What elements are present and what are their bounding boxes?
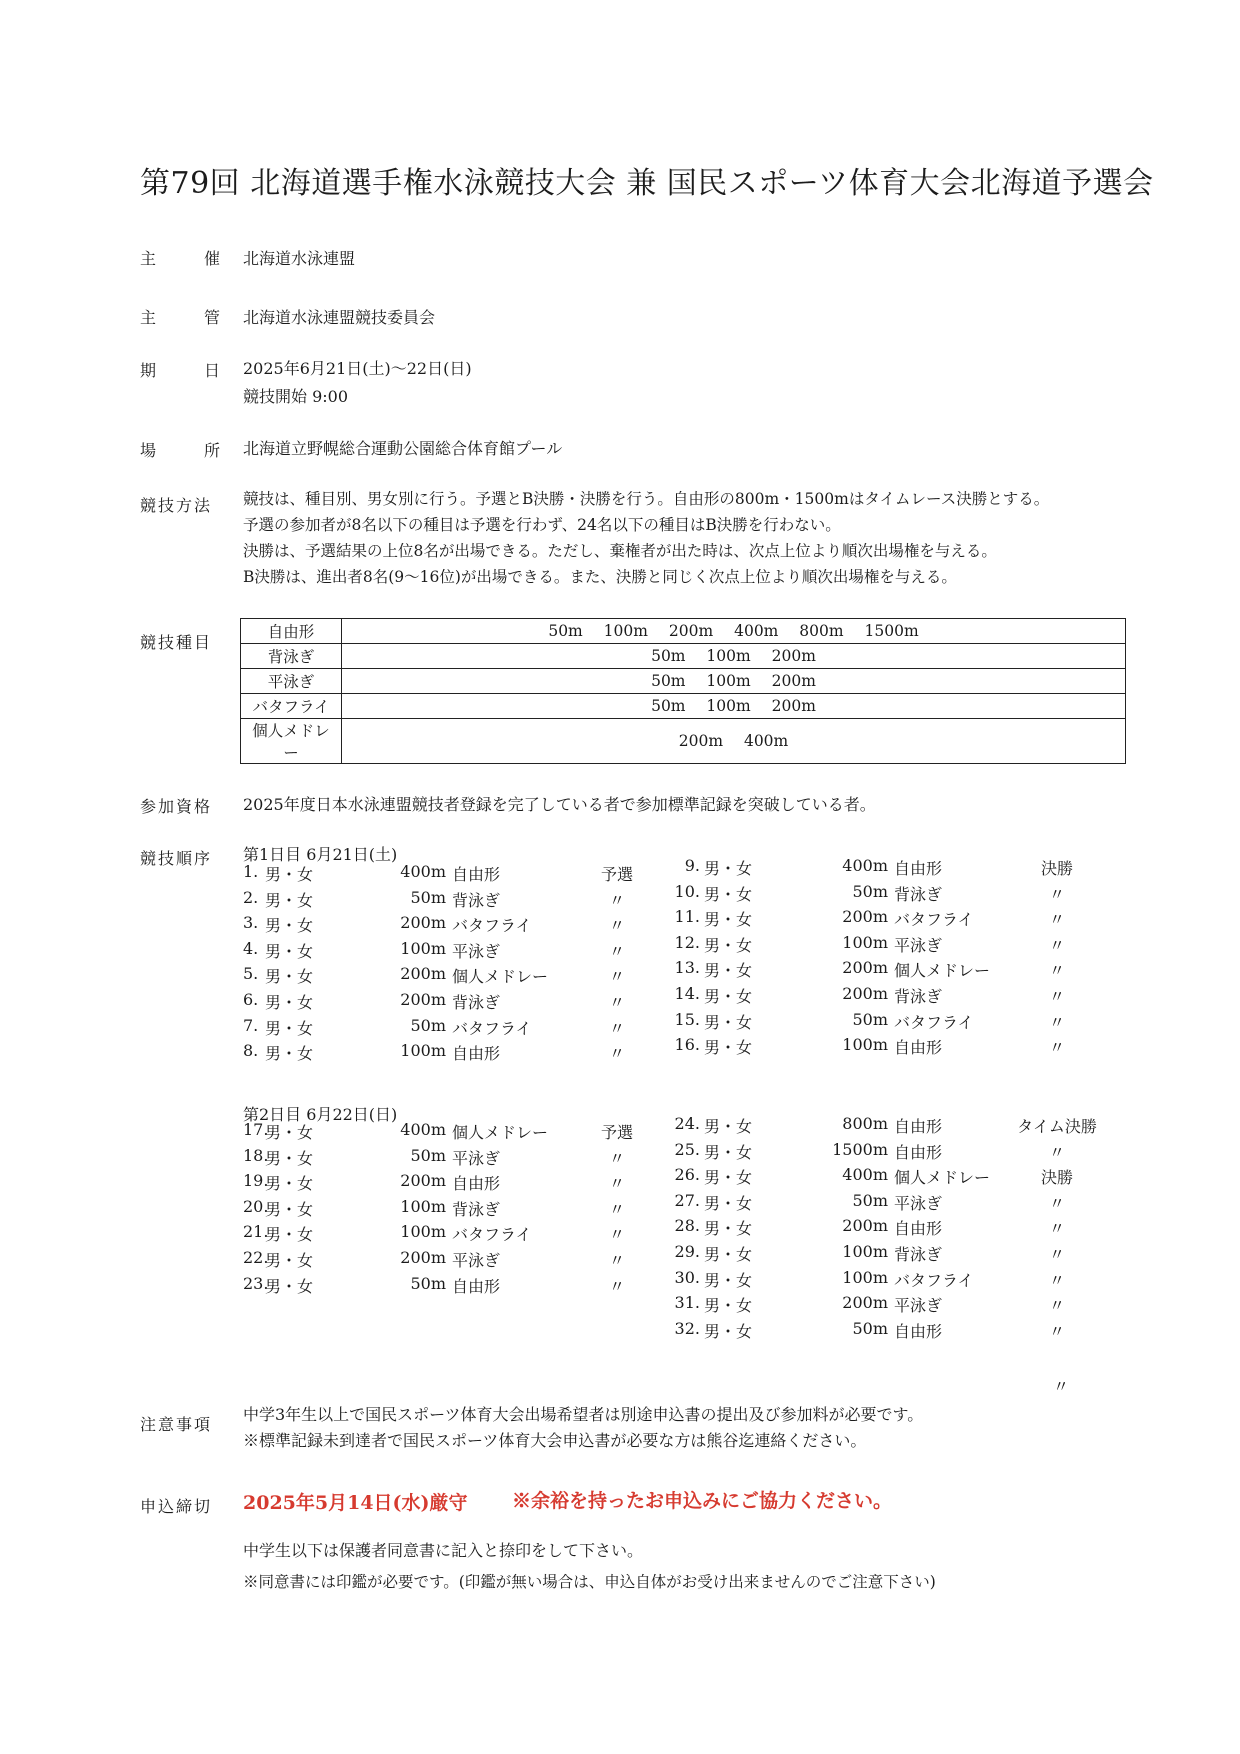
table-row xyxy=(241,669,1126,694)
deadline-date: 2025年5月14日(水)厳守 xyxy=(243,1492,468,1514)
order-type: 〃 xyxy=(608,916,626,936)
order-sex: 男・女 xyxy=(704,1296,753,1316)
venue-value: 北海道立野幌総合運動公園総合体育館プール xyxy=(243,439,563,458)
order-row xyxy=(0,933,1240,959)
order-stroke: 自由形 xyxy=(894,1219,943,1239)
order-row xyxy=(0,1191,1240,1217)
order-type: 〃 xyxy=(1048,987,1066,1006)
order-type: 〃 xyxy=(608,993,626,1012)
order-sex: 男・女 xyxy=(265,1225,314,1245)
order-sex: 男・女 xyxy=(704,1270,753,1290)
order-sex: 男・女 xyxy=(704,987,753,1006)
notes-line: ※標準記録未到達者で国民スポーツ体育大会申込書が必要な方は熊谷迄連絡ください。 xyxy=(243,1431,867,1450)
table-row xyxy=(241,644,1126,669)
order-distance: 200m xyxy=(400,1171,446,1191)
table-row xyxy=(241,619,1126,644)
order-row xyxy=(0,958,1240,984)
order-sex: 男・女 xyxy=(704,935,753,955)
order-type: 〃 xyxy=(1048,1142,1066,1162)
order-row xyxy=(0,1114,1240,1140)
order-stroke: 個人メドレー xyxy=(894,1168,991,1188)
order-number: 12. xyxy=(674,932,700,952)
order-sex: 男・女 xyxy=(265,1174,314,1194)
order-stroke: 背泳ぎ xyxy=(894,884,943,904)
events-table xyxy=(240,618,1126,764)
order-type: 〃 xyxy=(1048,884,1066,904)
order-stroke: 自由形 xyxy=(452,1174,501,1194)
order-distance: 50m xyxy=(410,1273,446,1293)
order-distance: 100m xyxy=(842,1242,888,1261)
order-stroke: 平泳ぎ xyxy=(452,1251,501,1270)
table-row xyxy=(241,694,1126,719)
order-stroke: 自由形 xyxy=(894,1038,943,1058)
order-number: 31. xyxy=(674,1293,700,1313)
date-label: 期 日 xyxy=(140,361,220,380)
order-stroke: 自由形 xyxy=(452,1044,501,1064)
order-stroke: 個人メドレー xyxy=(452,967,549,987)
order-stroke: バタフライ xyxy=(894,1012,974,1032)
order-stroke: 平泳ぎ xyxy=(452,1148,501,1168)
order-number: 32. xyxy=(674,1318,700,1338)
order-sex: 男・女 xyxy=(265,1044,314,1064)
event-distances: 50m 100m 200m xyxy=(342,694,1126,719)
order-sex: 男・女 xyxy=(265,916,314,936)
order-distance: 800m xyxy=(842,1114,888,1133)
order-sex: 男・女 xyxy=(265,1276,314,1296)
order-label: 競技順序 xyxy=(140,849,213,868)
order-distance: 50m xyxy=(410,887,446,907)
order-number: 16. xyxy=(674,1035,700,1055)
order-sex: 男・女 xyxy=(265,941,314,961)
event-name: 背泳ぎ xyxy=(241,644,342,669)
order-distance: 400m xyxy=(400,1120,446,1139)
order-stroke: バタフライ xyxy=(452,1225,532,1245)
event-distances: 50m 100m 200m xyxy=(342,644,1126,669)
order-type: 決勝 xyxy=(1040,859,1074,878)
order-row xyxy=(0,1293,1240,1319)
order-sex: 男・女 xyxy=(704,1012,753,1032)
order-number: 26. xyxy=(674,1165,700,1185)
order-stroke: 平泳ぎ xyxy=(894,1296,943,1316)
order-stroke: 背泳ぎ xyxy=(894,987,943,1006)
order-type: 〃 xyxy=(1048,935,1066,955)
order-distance: 50m xyxy=(852,1009,888,1029)
order-type: 〃 xyxy=(608,1044,626,1064)
order-sex: 男・女 xyxy=(704,1321,753,1341)
order-sex: 男・女 xyxy=(265,1251,314,1270)
order-number: 4. xyxy=(243,938,259,958)
order-sex: 男・女 xyxy=(704,859,753,878)
order-stroke: バタフライ xyxy=(894,1270,974,1290)
order-sex: 男・女 xyxy=(704,961,753,981)
day1-heading: 第1日目 6月21日(土) xyxy=(243,845,398,864)
order-type: 〃 xyxy=(608,890,626,910)
order-distance: 50m xyxy=(852,1318,888,1338)
order-distance: 50m xyxy=(410,1145,446,1165)
order-distance: 200m xyxy=(842,984,888,1003)
order-sex: 男・女 xyxy=(265,865,314,884)
order-type: 〃 xyxy=(608,1148,626,1168)
order-stroke: 個人メドレー xyxy=(452,1123,549,1142)
order-row xyxy=(0,907,1240,933)
order-stroke: 自由形 xyxy=(894,1117,943,1136)
order-sex: 男・女 xyxy=(265,993,314,1012)
order-stroke: 平泳ぎ xyxy=(894,1193,943,1213)
event-name: 平泳ぎ xyxy=(241,669,342,694)
event-distances: 50m 100m 200m 400m 800m 1500m xyxy=(342,619,1126,644)
notes-line: 中学3年生以上で国民スポーツ体育大会出場希望者は別途申込書の提出及び参加料が必要です。 xyxy=(243,1405,924,1424)
event-distances: 200m 400m xyxy=(342,719,1126,764)
order-distance: 100m xyxy=(842,1267,888,1287)
order-sex: 男・女 xyxy=(704,1038,753,1058)
order-sex: 男・女 xyxy=(265,967,314,987)
order-number: 17. xyxy=(243,1120,269,1139)
order-distance: 200m xyxy=(400,990,446,1009)
deadline-note-guardian: 中学生以下は保護者同意書に記入と捺印をして下さい。 xyxy=(243,1541,644,1560)
order-type: 〃 xyxy=(1048,1270,1066,1290)
order-sex: 男・女 xyxy=(704,910,753,930)
order-type: 〃 xyxy=(608,1251,626,1270)
order-distance: 200m xyxy=(842,1293,888,1313)
order-stroke: バタフライ xyxy=(894,910,974,930)
order-number: 5. xyxy=(243,964,259,984)
order-stroke: 背泳ぎ xyxy=(452,1199,501,1219)
order-distance: 200m xyxy=(842,1216,888,1236)
events-label: 競技種目 xyxy=(140,633,213,652)
order-stroke: 背泳ぎ xyxy=(894,1245,943,1264)
order-number: 1. xyxy=(243,862,259,881)
order-row xyxy=(0,882,1240,908)
table-row xyxy=(241,719,1126,764)
order-distance: 400m xyxy=(842,1165,888,1185)
order-type: 〃 xyxy=(608,1225,626,1245)
order-distance: 200m xyxy=(400,964,446,984)
order-distance: 100m xyxy=(842,1035,888,1055)
order-distance: 50m xyxy=(410,1015,446,1035)
order-row xyxy=(0,1165,1240,1191)
order-number: 2. xyxy=(243,887,259,907)
order-stroke: 平泳ぎ xyxy=(452,941,501,961)
start-time: 競技開始 9:00 xyxy=(243,387,349,406)
event-name: バタフライ xyxy=(241,694,342,719)
order-type: 予選 xyxy=(600,1123,634,1142)
order-type: 決勝 xyxy=(1040,1168,1074,1188)
order-type: 〃 xyxy=(608,1018,626,1038)
day2-heading: 第2日目 6月22日(日) xyxy=(243,1105,398,1124)
order-sex: 男・女 xyxy=(265,1018,314,1038)
order-type: 〃 xyxy=(608,941,626,961)
manager-label: 主 管 xyxy=(140,308,220,327)
order-stroke: 自由形 xyxy=(894,859,943,878)
order-number: 14. xyxy=(674,984,700,1003)
order-stroke: 背泳ぎ xyxy=(452,993,501,1012)
order-row xyxy=(0,1319,1240,1345)
order-number: 3. xyxy=(243,913,259,933)
order-stroke: バタフライ xyxy=(452,916,532,936)
order-number: 24. xyxy=(674,1114,700,1133)
order-type: 〃 xyxy=(608,1199,626,1219)
venue-label: 場 所 xyxy=(140,441,220,460)
order-distance: 50m xyxy=(852,1190,888,1210)
order-distance: 100m xyxy=(400,1041,446,1061)
order-distance: 100m xyxy=(400,1222,446,1242)
order-sex: 男・女 xyxy=(704,1168,753,1188)
order-sex: 男・女 xyxy=(704,1193,753,1213)
order-type: 〃 xyxy=(1048,1321,1066,1341)
order-number: 28. xyxy=(674,1216,700,1236)
order-row xyxy=(0,984,1240,1010)
order-number: 23. xyxy=(243,1273,269,1293)
order-type: 〃 xyxy=(1048,1012,1066,1032)
order-type: 〃 xyxy=(1048,961,1066,981)
order-sex: 男・女 xyxy=(704,1245,753,1264)
order-sex: 男・女 xyxy=(704,1117,753,1136)
order-number: 18. xyxy=(243,1145,269,1165)
event-name: 個人メドレー xyxy=(241,719,342,764)
order-type: 〃 xyxy=(1048,1296,1066,1316)
order-distance: 200m xyxy=(842,958,888,978)
order-type: 〃 xyxy=(608,1174,626,1194)
order-type: 〃 xyxy=(1048,1193,1066,1213)
order-distance: 400m xyxy=(842,856,888,875)
order-number: 10. xyxy=(674,881,700,901)
order-stroke: 自由形 xyxy=(894,1142,943,1162)
order-sex: 男・女 xyxy=(265,890,314,910)
order-number: 19. xyxy=(243,1171,269,1191)
qualification-value: 2025年度日本水泳連盟競技者登録を完了している者で参加標準記録を突破している者。 xyxy=(243,795,876,814)
order-stroke: 個人メドレー xyxy=(894,961,991,981)
order-number: 29. xyxy=(674,1242,700,1261)
order-number: 13. xyxy=(674,958,700,978)
deadline-note-seal: ※同意書には印鑑が必要です。(印鑑が無い場合は、申込自体がお受け出来ませんのでご注意下さい) xyxy=(243,1573,936,1591)
order-number: 15. xyxy=(674,1009,700,1029)
page-title: 第79回 北海道選手権水泳競技大会 兼 国民スポーツ体育大会北海道予選会 xyxy=(140,166,1154,201)
order-stroke: 平泳ぎ xyxy=(894,935,943,955)
order-number: 22. xyxy=(243,1248,269,1267)
order-number: 27. xyxy=(674,1190,700,1210)
notes-label: 注意事項 xyxy=(140,1415,213,1434)
method-line: 決勝は、予選結果の上位8名が出場できる。ただし、棄権者が出た時は、次点上位より順次出場権を与える。 xyxy=(243,542,997,560)
order-type: 〃 xyxy=(1048,1219,1066,1239)
order-sex: 男・女 xyxy=(704,1142,753,1162)
order-type: 〃 xyxy=(1048,1245,1066,1264)
order-number: 6. xyxy=(243,990,259,1009)
order-row xyxy=(0,1035,1240,1061)
method-line: 競技は、種目別、男女別に行う。予選とB決勝・決勝を行う。自由形の800m・1500mはタイムレース決勝とする。 xyxy=(243,490,1050,508)
event-distances: 50m 100m 200m xyxy=(342,669,1126,694)
order-number: 30. xyxy=(674,1267,700,1287)
method-text xyxy=(243,486,1049,590)
order-distance: 100m xyxy=(842,932,888,952)
event-name: 自由形 xyxy=(241,619,342,644)
order-number: 20. xyxy=(243,1196,269,1216)
order-distance: 200m xyxy=(400,1248,446,1267)
order-number: 9. xyxy=(684,856,700,875)
order-row xyxy=(0,1242,1240,1268)
order-type: 予選 xyxy=(600,865,634,884)
method-line: 予選の参加者が8名以下の種目は予選を行わず、24名以下の種目はB決勝を行わない。 xyxy=(243,516,841,534)
order-type: 〃 xyxy=(608,1276,626,1296)
order-distance: 400m xyxy=(400,862,446,881)
order-stroke: バタフライ xyxy=(452,1018,532,1038)
order-number: 21. xyxy=(243,1222,269,1242)
deadline-label: 申込締切 xyxy=(140,1497,213,1516)
qualification-label: 参加資格 xyxy=(140,797,213,816)
order-sex: 男・女 xyxy=(265,1123,314,1142)
order-type: タイム決勝 xyxy=(1017,1117,1097,1136)
organizer-label: 主 催 xyxy=(140,249,220,268)
order-distance: 1500m xyxy=(832,1139,888,1159)
order-stroke: 自由形 xyxy=(452,865,501,884)
order-number: 25. xyxy=(674,1139,700,1159)
method-line: B決勝は、進出者8名(9〜16位)が出場できる。また、決勝と同じく次点上位より順次出場権を与える。 xyxy=(243,568,957,586)
order-sex: 男・女 xyxy=(265,1199,314,1219)
order-distance: 200m xyxy=(400,913,446,933)
manager-value: 北海道水泳連盟競技委員会 xyxy=(243,308,436,327)
trailing-ditto-mark: 〃 xyxy=(1053,1377,1070,1396)
order-distance: 200m xyxy=(842,907,888,927)
order-sex: 男・女 xyxy=(704,1219,753,1239)
method-label: 競技方法 xyxy=(140,496,213,515)
date-value: 2025年6月21日(土)〜22日(日) xyxy=(243,359,472,378)
order-distance: 100m xyxy=(400,1196,446,1216)
organizer-value: 北海道水泳連盟 xyxy=(243,249,356,268)
order-row xyxy=(0,856,1240,882)
order-row xyxy=(0,1010,1240,1036)
order-sex: 男・女 xyxy=(704,884,753,904)
order-type: 〃 xyxy=(1048,1038,1066,1058)
order-number: 7. xyxy=(243,1015,259,1035)
order-distance: 50m xyxy=(852,881,888,901)
order-number: 11. xyxy=(674,907,700,927)
order-row xyxy=(0,1140,1240,1166)
order-number: 8. xyxy=(243,1041,259,1061)
order-stroke: 自由形 xyxy=(894,1321,943,1341)
order-stroke: 背泳ぎ xyxy=(452,890,501,910)
order-stroke: 自由形 xyxy=(452,1276,501,1296)
order-distance: 100m xyxy=(400,938,446,958)
order-row xyxy=(0,1216,1240,1242)
order-row xyxy=(0,1268,1240,1294)
order-type: 〃 xyxy=(608,967,626,987)
deadline-request: ※余裕を持ったお申込みにご協力ください。 xyxy=(512,1490,893,1512)
order-type: 〃 xyxy=(1048,910,1066,930)
order-sex: 男・女 xyxy=(265,1148,314,1168)
